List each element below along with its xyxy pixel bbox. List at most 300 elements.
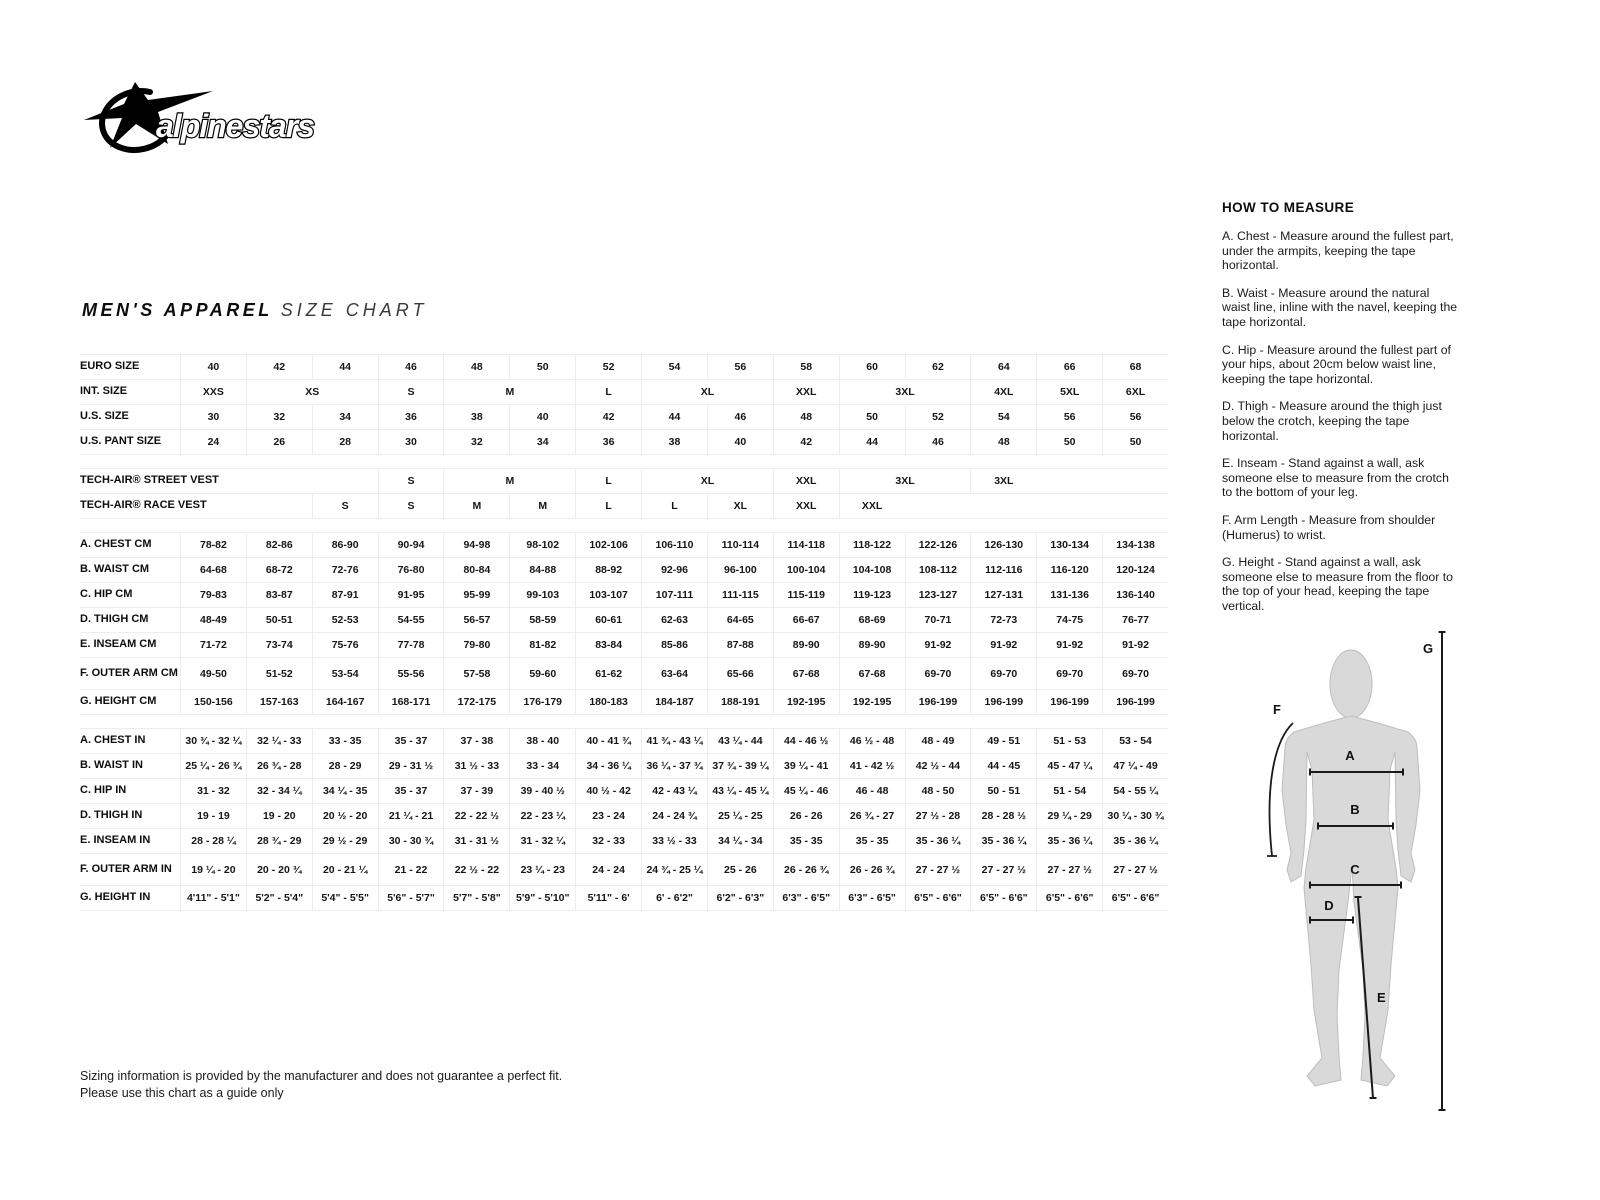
size-cell: XXL bbox=[773, 494, 839, 518]
size-cell: 38 bbox=[641, 430, 707, 454]
row-label: D. THIGH IN bbox=[80, 809, 143, 822]
size-cell bbox=[180, 494, 312, 518]
size-cell: 67-68 bbox=[839, 658, 905, 689]
size-cell: 27 - 27 ½ bbox=[1036, 854, 1102, 885]
body-measurement-figure bbox=[1225, 620, 1465, 1120]
table-row bbox=[80, 885, 1168, 911]
size-cell: 25 - 26 bbox=[707, 854, 773, 885]
size-cell: 5'11" - 6' bbox=[575, 886, 641, 910]
size-cell: 114-118 bbox=[773, 533, 839, 557]
table-row bbox=[80, 632, 1168, 657]
size-cell: 76-77 bbox=[1102, 608, 1168, 632]
size-cell: 37 - 39 bbox=[443, 779, 509, 803]
table-gap bbox=[80, 714, 1168, 728]
size-cell: 31 - 32 ¼ bbox=[509, 829, 575, 853]
measure-instruction: F. Arm Length - Measure from shoulder (Humerus) to wrist. bbox=[1222, 512, 1436, 542]
size-cell: 25 ¼ - 25 bbox=[707, 804, 773, 828]
size-cell: XXL bbox=[773, 469, 839, 493]
measure-instruction: D. Thigh - Measure around the thigh just below the crotch, keeping the tape horizontal. bbox=[1222, 399, 1442, 443]
size-cell: 44 - 46 ½ bbox=[773, 729, 839, 753]
size-cell: 29 ¼ - 29 bbox=[1036, 804, 1102, 828]
size-cell: 68-69 bbox=[839, 608, 905, 632]
size-cell: 59-60 bbox=[509, 658, 575, 689]
size-cell: M bbox=[443, 469, 575, 493]
table-row bbox=[80, 689, 1168, 714]
size-cell: 5'9" - 5'10" bbox=[509, 886, 575, 910]
size-cell bbox=[905, 494, 1168, 518]
size-cell: 80-84 bbox=[443, 558, 509, 582]
size-cell: 64-65 bbox=[707, 608, 773, 632]
size-cell: 34 bbox=[509, 430, 575, 454]
size-cell: 50 bbox=[1102, 430, 1168, 454]
size-cell: 31 - 31 ½ bbox=[443, 829, 509, 853]
size-cell: 44 bbox=[312, 355, 378, 379]
table-row bbox=[80, 379, 1168, 404]
size-cell: 82-86 bbox=[246, 533, 312, 557]
size-cell: 37 ¾ - 39 ¼ bbox=[707, 754, 773, 778]
measure-instruction: G. Height - Stand against a wall, ask someone else to measure from the floor to the top of your head, keeping the tape vertical. bbox=[1222, 555, 1454, 613]
size-cell: 68 bbox=[1102, 355, 1168, 379]
size-cell: 38 - 40 bbox=[509, 729, 575, 753]
size-cell: 91-92 bbox=[970, 633, 1036, 657]
table-row bbox=[80, 493, 1168, 518]
table-row bbox=[80, 429, 1168, 454]
size-cell: 22 - 23 ¼ bbox=[509, 804, 575, 828]
size-cell: 32 - 34 ¼ bbox=[246, 779, 312, 803]
size-cell: 42 bbox=[246, 355, 312, 379]
table-row bbox=[80, 803, 1168, 828]
size-cell: XL bbox=[641, 380, 773, 404]
size-cell: 35 - 36 ¼ bbox=[1102, 829, 1168, 853]
figure-label-inseam: E bbox=[1377, 990, 1386, 1005]
measure-instruction: A. Chest - Measure around the fullest part, under the armpits, keeping the tape horizontal. bbox=[1222, 229, 1454, 273]
size-cell: 48 - 49 bbox=[905, 729, 971, 753]
row-label: F. OUTER ARM CM bbox=[80, 666, 178, 679]
size-cell: 72-76 bbox=[312, 558, 378, 582]
size-cell: 103-107 bbox=[575, 583, 641, 607]
size-cell: 6'5" - 6'6" bbox=[1102, 886, 1168, 910]
size-cell: 22 ½ - 22 bbox=[443, 854, 509, 885]
size-cell: 89-90 bbox=[773, 633, 839, 657]
figure-label-chest: A bbox=[1345, 748, 1355, 763]
size-cell: 39 - 40 ½ bbox=[509, 779, 575, 803]
size-cell: 56-57 bbox=[443, 608, 509, 632]
size-cell: 86-90 bbox=[312, 533, 378, 557]
size-cell: 123-127 bbox=[905, 583, 971, 607]
size-cell: 55-56 bbox=[378, 658, 444, 689]
size-cell: XS bbox=[246, 380, 378, 404]
size-cell: 37 - 38 bbox=[443, 729, 509, 753]
size-cell: 26 - 26 ¾ bbox=[839, 854, 905, 885]
size-cell: 68-72 bbox=[246, 558, 312, 582]
size-cell: 45 ¼ - 46 bbox=[773, 779, 839, 803]
row-label: A. CHEST IN bbox=[80, 734, 146, 747]
size-cell: 38 bbox=[443, 405, 509, 429]
size-cell: 70-71 bbox=[905, 608, 971, 632]
size-cell: 74-75 bbox=[1036, 608, 1102, 632]
size-cell: L bbox=[641, 494, 707, 518]
size-cell: 61-62 bbox=[575, 658, 641, 689]
size-cell: M bbox=[443, 380, 575, 404]
size-cell: 73-74 bbox=[246, 633, 312, 657]
size-cell: 28 ¾ - 29 bbox=[246, 829, 312, 853]
size-cell: 69-70 bbox=[905, 658, 971, 689]
size-cell: 116-120 bbox=[1036, 558, 1102, 582]
size-cell: 5'4" - 5'5" bbox=[312, 886, 378, 910]
row-label: E. INSEAM CM bbox=[80, 638, 157, 651]
alpinestars-logo bbox=[80, 76, 360, 168]
size-cell: 30 bbox=[378, 430, 444, 454]
how-to-measure-steps bbox=[1222, 229, 1458, 613]
size-cell: 24 bbox=[180, 430, 246, 454]
size-cell: 48 bbox=[773, 405, 839, 429]
size-cell: 108-112 bbox=[905, 558, 971, 582]
table-row bbox=[80, 728, 1168, 753]
size-cell: 54 bbox=[641, 355, 707, 379]
size-cell: 90-94 bbox=[378, 533, 444, 557]
size-cell: 67-68 bbox=[773, 658, 839, 689]
size-cell: 54-55 bbox=[378, 608, 444, 632]
row-label: D. THIGH CM bbox=[80, 613, 149, 626]
figure-head bbox=[1330, 650, 1372, 718]
size-cell: 36 bbox=[575, 430, 641, 454]
size-cell: 29 ½ - 29 bbox=[312, 829, 378, 853]
size-cell: 72-73 bbox=[970, 608, 1036, 632]
size-cell: 58 bbox=[773, 355, 839, 379]
size-cell: 95-99 bbox=[443, 583, 509, 607]
size-cell: 35 - 37 bbox=[378, 729, 444, 753]
size-cell: L bbox=[575, 494, 641, 518]
size-cell: 35 - 35 bbox=[773, 829, 839, 853]
size-cell: 69-70 bbox=[1102, 658, 1168, 689]
size-cell: 34 bbox=[312, 405, 378, 429]
size-cell: M bbox=[443, 494, 509, 518]
size-cell: 35 - 36 ¼ bbox=[905, 829, 971, 853]
size-cell: 6' - 6'2" bbox=[641, 886, 707, 910]
size-cell: 19 ¼ - 20 bbox=[180, 854, 246, 885]
size-cell: 41 ¾ - 43 ¼ bbox=[641, 729, 707, 753]
size-cell: 83-87 bbox=[246, 583, 312, 607]
size-cell: 50 bbox=[509, 355, 575, 379]
size-cell: 6'3" - 6'5" bbox=[773, 886, 839, 910]
size-cell: 119-123 bbox=[839, 583, 905, 607]
size-cell: 77-78 bbox=[378, 633, 444, 657]
size-cell: 3XL bbox=[970, 469, 1036, 493]
size-cell: 29 - 31 ½ bbox=[378, 754, 444, 778]
size-cell: 69-70 bbox=[970, 658, 1036, 689]
size-cell: 110-114 bbox=[707, 533, 773, 557]
size-cell: 19 - 20 bbox=[246, 804, 312, 828]
size-cell: 100-104 bbox=[773, 558, 839, 582]
row-label: U.S. PANT SIZE bbox=[80, 435, 162, 448]
size-cell: 157-163 bbox=[246, 690, 312, 714]
size-cell: 33 - 34 bbox=[509, 754, 575, 778]
size-cell: 30 ¾ - 32 ¼ bbox=[180, 729, 246, 753]
size-cell: 36 bbox=[378, 405, 444, 429]
size-cell: 115-119 bbox=[773, 583, 839, 607]
size-cell: 52 bbox=[575, 355, 641, 379]
row-label: INT. SIZE bbox=[80, 385, 128, 398]
row-label: C. HIP CM bbox=[80, 588, 133, 601]
size-cell: 112-116 bbox=[970, 558, 1036, 582]
table-row bbox=[80, 607, 1168, 632]
size-cell: 192-195 bbox=[839, 690, 905, 714]
table-row bbox=[80, 778, 1168, 803]
size-cell: 47 ¼ - 49 bbox=[1102, 754, 1168, 778]
size-cell: 4'11" - 5'1" bbox=[180, 886, 246, 910]
size-cell: 51-52 bbox=[246, 658, 312, 689]
row-label: E. INSEAM IN bbox=[80, 834, 151, 847]
size-cell: 30 - 30 ¾ bbox=[378, 829, 444, 853]
size-cell: 24 - 24 bbox=[575, 854, 641, 885]
size-cell: 44 - 45 bbox=[970, 754, 1036, 778]
size-cell: 22 - 22 ½ bbox=[443, 804, 509, 828]
figure-label-thigh: D bbox=[1324, 898, 1334, 913]
size-cell: 44 bbox=[641, 405, 707, 429]
size-cell: 4XL bbox=[970, 380, 1036, 404]
size-cell: 40 - 41 ¾ bbox=[575, 729, 641, 753]
size-cell bbox=[1036, 469, 1168, 493]
size-cell: 96-100 bbox=[707, 558, 773, 582]
size-cell: 20 - 21 ¼ bbox=[312, 854, 378, 885]
size-cell: 52 bbox=[905, 405, 971, 429]
size-cell: 48 bbox=[970, 430, 1036, 454]
row-label: B. WAIST IN bbox=[80, 759, 143, 772]
size-cell: 50 bbox=[839, 405, 905, 429]
row-label: TECH-AIR® RACE VEST bbox=[80, 499, 207, 512]
size-cell: S bbox=[378, 494, 444, 518]
size-cell: 28 - 28 ¼ bbox=[180, 829, 246, 853]
size-cell: 136-140 bbox=[1102, 583, 1168, 607]
size-cell: 83-84 bbox=[575, 633, 641, 657]
size-cell: 196-199 bbox=[1036, 690, 1102, 714]
size-cell: 31 ½ - 33 bbox=[443, 754, 509, 778]
size-cell: 51 - 54 bbox=[1036, 779, 1102, 803]
size-cell: 60-61 bbox=[575, 608, 641, 632]
size-cell: 34 - 36 ¼ bbox=[575, 754, 641, 778]
size-cell: 66 bbox=[1036, 355, 1102, 379]
size-cell: 53-54 bbox=[312, 658, 378, 689]
size-cell: 32 bbox=[246, 405, 312, 429]
size-cell: 111-115 bbox=[707, 583, 773, 607]
table-gap bbox=[80, 518, 1168, 532]
size-cell: 35 - 35 bbox=[839, 829, 905, 853]
row-label: G. HEIGHT IN bbox=[80, 891, 151, 904]
size-cell: 20 ½ - 20 bbox=[312, 804, 378, 828]
size-cell: 87-91 bbox=[312, 583, 378, 607]
size-cell: 48 bbox=[443, 355, 509, 379]
size-cell: 54 bbox=[970, 405, 1036, 429]
measure-instruction: B. Waist - Measure around the natural waist line, inline with the navel, keeping the tape horizontal. bbox=[1222, 285, 1458, 329]
size-cell: 21 - 22 bbox=[378, 854, 444, 885]
table-row bbox=[80, 354, 1168, 379]
table-row bbox=[80, 853, 1168, 885]
size-cell: 84-88 bbox=[509, 558, 575, 582]
table-row bbox=[80, 657, 1168, 689]
size-cell: 131-136 bbox=[1036, 583, 1102, 607]
size-cell: 98-102 bbox=[509, 533, 575, 557]
size-cell: 48 - 50 bbox=[905, 779, 971, 803]
size-cell: 24 ¾ - 25 ¼ bbox=[641, 854, 707, 885]
size-cell: 5XL bbox=[1036, 380, 1102, 404]
measure-instruction: C. Hip - Measure around the fullest part of your hips, about 20cm below waist line, keeping the tape horizontal. bbox=[1222, 342, 1451, 386]
size-cell: 54 - 55 ¼ bbox=[1102, 779, 1168, 803]
size-cell: 63-64 bbox=[641, 658, 707, 689]
page-title-light: SIZE CHART bbox=[280, 300, 428, 320]
size-cell: 56 bbox=[1102, 405, 1168, 429]
size-cell: 35 - 36 ¼ bbox=[1036, 829, 1102, 853]
size-cell: 196-199 bbox=[970, 690, 1036, 714]
size-cell: 48-49 bbox=[180, 608, 246, 632]
size-cell: 120-124 bbox=[1102, 558, 1168, 582]
size-cell: 69-70 bbox=[1036, 658, 1102, 689]
size-cell: 30 ¼ - 30 ¾ bbox=[1102, 804, 1168, 828]
size-cell: 164-167 bbox=[312, 690, 378, 714]
size-cell: 66-67 bbox=[773, 608, 839, 632]
size-cell: 28 bbox=[312, 430, 378, 454]
size-cell: 94-98 bbox=[443, 533, 509, 557]
size-cell: 92-96 bbox=[641, 558, 707, 582]
size-cell: 188-191 bbox=[707, 690, 773, 714]
size-cell: 40 bbox=[509, 405, 575, 429]
page-title-bold: MEN'S APPAREL bbox=[82, 300, 273, 320]
row-label: A. CHEST CM bbox=[80, 538, 152, 551]
size-cell: 6'5" - 6'6" bbox=[970, 886, 1036, 910]
size-cell: S bbox=[312, 494, 378, 518]
figure-label-height: G bbox=[1422, 641, 1434, 656]
size-cell: 180-183 bbox=[575, 690, 641, 714]
size-cell: 3XL bbox=[839, 380, 971, 404]
size-cell: 104-108 bbox=[839, 558, 905, 582]
size-cell: 33 ½ - 33 bbox=[641, 829, 707, 853]
size-cell: 49-50 bbox=[180, 658, 246, 689]
size-cell: S bbox=[378, 469, 444, 493]
size-cell: 150-156 bbox=[180, 690, 246, 714]
size-cell bbox=[180, 469, 378, 493]
size-cell: 87-88 bbox=[707, 633, 773, 657]
size-cell: 41 - 42 ½ bbox=[839, 754, 905, 778]
alpinestars-wordmark: alpinestars bbox=[156, 108, 314, 144]
size-cell: L bbox=[575, 380, 641, 404]
measure-instruction: E. Inseam - Stand against a wall, ask someone else to measure from the crotch to the bottom of your leg. bbox=[1222, 456, 1449, 500]
size-cell: 23 ¼ - 23 bbox=[509, 854, 575, 885]
size-cell: 31 - 32 bbox=[180, 779, 246, 803]
size-cell: 24 - 24 ¾ bbox=[641, 804, 707, 828]
size-cell: 42 - 43 ¼ bbox=[641, 779, 707, 803]
page-title bbox=[82, 300, 427, 321]
row-label: B. WAIST CM bbox=[80, 563, 150, 576]
size-cell: 44 bbox=[839, 430, 905, 454]
size-cell: 118-122 bbox=[839, 533, 905, 557]
size-cell: 172-175 bbox=[443, 690, 509, 714]
table-row bbox=[80, 753, 1168, 778]
figure-label-hip: C bbox=[1350, 862, 1360, 877]
size-cell: 32 bbox=[443, 430, 509, 454]
size-cell: 107-111 bbox=[641, 583, 707, 607]
row-label: G. HEIGHT CM bbox=[80, 695, 157, 708]
size-cell: 99-103 bbox=[509, 583, 575, 607]
size-cell: 46 ½ - 48 bbox=[839, 729, 905, 753]
figure-label-arm: F bbox=[1273, 702, 1281, 717]
size-cell: 30 bbox=[180, 405, 246, 429]
size-cell: 26 - 26 ¾ bbox=[773, 854, 839, 885]
size-cell: 26 bbox=[246, 430, 312, 454]
table-row bbox=[80, 532, 1168, 557]
size-cell: 32 - 33 bbox=[575, 829, 641, 853]
size-cell: 40 bbox=[707, 430, 773, 454]
table-row bbox=[80, 404, 1168, 429]
size-cell: 122-126 bbox=[905, 533, 971, 557]
size-cell: M bbox=[509, 494, 575, 518]
size-cell: 196-199 bbox=[1102, 690, 1168, 714]
size-cell: 176-179 bbox=[509, 690, 575, 714]
size-cell: 126-130 bbox=[970, 533, 1036, 557]
table-row bbox=[80, 557, 1168, 582]
size-cell: 40 ½ - 42 bbox=[575, 779, 641, 803]
size-cell: XXL bbox=[839, 494, 905, 518]
size-cell: 46 bbox=[378, 355, 444, 379]
size-cell: 46 bbox=[905, 430, 971, 454]
size-cell: 28 - 28 ½ bbox=[970, 804, 1036, 828]
size-cell: 58-59 bbox=[509, 608, 575, 632]
size-cell: 27 - 27 ½ bbox=[970, 854, 1036, 885]
size-cell: 91-92 bbox=[1036, 633, 1102, 657]
size-cell: 52-53 bbox=[312, 608, 378, 632]
size-cell: 79-80 bbox=[443, 633, 509, 657]
disclaimer-line-2: Please use this chart as a guide only bbox=[80, 1085, 284, 1100]
size-cell: 46 - 48 bbox=[839, 779, 905, 803]
size-cell: XL bbox=[707, 494, 773, 518]
how-to-measure-panel bbox=[1222, 200, 1458, 626]
size-cell: 19 - 19 bbox=[180, 804, 246, 828]
height-measure-line bbox=[1439, 632, 1446, 1110]
size-cell: 184-187 bbox=[641, 690, 707, 714]
size-cell: 64-68 bbox=[180, 558, 246, 582]
size-cell: 5'2" - 5'4" bbox=[246, 886, 312, 910]
size-cell: 65-66 bbox=[707, 658, 773, 689]
size-cell: 50 bbox=[1036, 430, 1102, 454]
size-cell: 21 ¼ - 21 bbox=[378, 804, 444, 828]
size-cell: 57-58 bbox=[443, 658, 509, 689]
size-cell: 71-72 bbox=[180, 633, 246, 657]
size-cell: 39 ¼ - 41 bbox=[773, 754, 839, 778]
size-cell: 91-95 bbox=[378, 583, 444, 607]
size-cell: 32 ¼ - 33 bbox=[246, 729, 312, 753]
size-cell: 42 ½ - 44 bbox=[905, 754, 971, 778]
size-cell: 53 - 54 bbox=[1102, 729, 1168, 753]
size-cell: 64 bbox=[970, 355, 1036, 379]
size-cell: 26 ¾ - 27 bbox=[839, 804, 905, 828]
size-cell: 56 bbox=[1036, 405, 1102, 429]
size-cell: 91-92 bbox=[1102, 633, 1168, 657]
disclaimer-line-1: Sizing information is provided by the manufacturer and does not guarantee a perfect fit. bbox=[80, 1069, 563, 1083]
size-cell: 27 - 27 ½ bbox=[905, 854, 971, 885]
size-cell: 45 - 47 ¼ bbox=[1036, 754, 1102, 778]
size-cell: 192-195 bbox=[773, 690, 839, 714]
size-cell: 62-63 bbox=[641, 608, 707, 632]
table-gap bbox=[80, 454, 1168, 468]
size-cell: 33 - 35 bbox=[312, 729, 378, 753]
size-cell: 6'3" - 6'5" bbox=[839, 886, 905, 910]
size-cell: 34 ¼ - 35 bbox=[312, 779, 378, 803]
size-cell: 50-51 bbox=[246, 608, 312, 632]
size-cell: 49 - 51 bbox=[970, 729, 1036, 753]
size-cell: 78-82 bbox=[180, 533, 246, 557]
size-cell: 91-92 bbox=[905, 633, 971, 657]
size-cell: 81-82 bbox=[509, 633, 575, 657]
size-cell: 102-106 bbox=[575, 533, 641, 557]
size-cell: 25 ¼ - 26 ¾ bbox=[180, 754, 246, 778]
